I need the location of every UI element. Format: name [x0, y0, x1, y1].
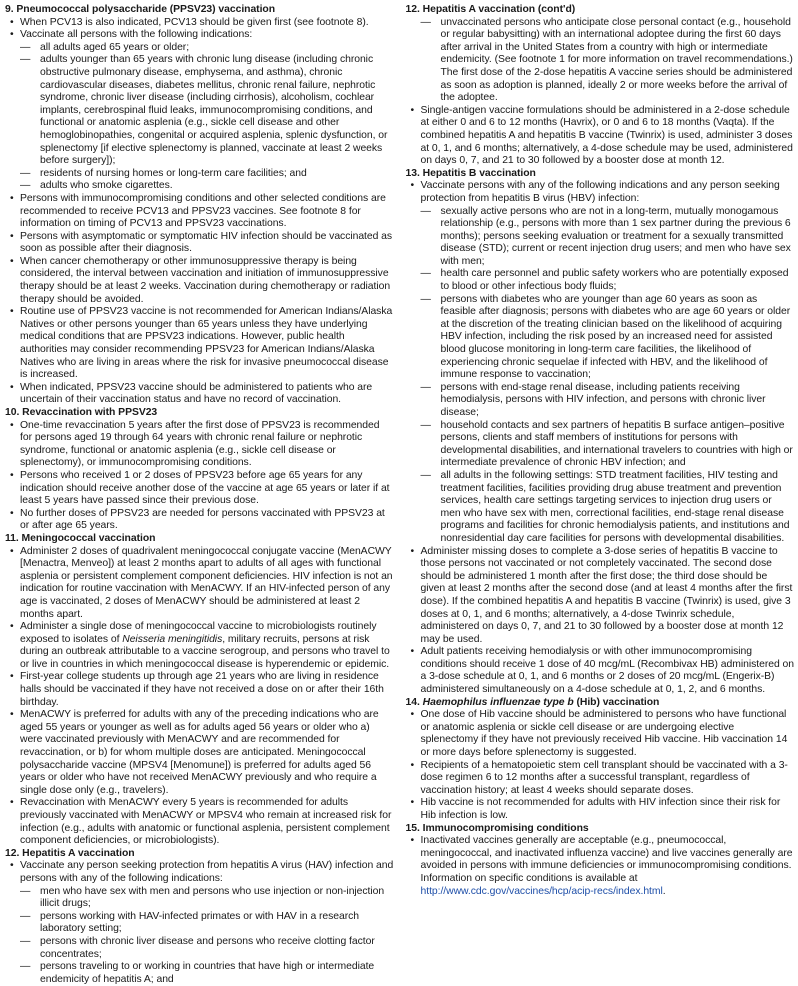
bullet-item: • Hib vaccine is not recommended for adults with HIV infection since their risk for Hib infection is low.	[406, 797, 795, 822]
bullet-item: • One-time revaccination 5 years after the first dose of PPSV23 is recommended for persons aged 19 through 64 years with chronic renal failure or nephrotic syndrome, functional or anatomic asplenia (e.g., sickle cell disease or splenectomy), or immunocompromising conditions.	[5, 420, 394, 470]
heading-italic: Haemophilus influenzae type b	[422, 696, 574, 708]
section-heading: 10. Revaccination with PPSV23	[5, 407, 158, 418]
section-14-hib	[406, 697, 795, 823]
bullet-item	[406, 835, 795, 898]
sub-item: — persons traveling to or working in countries that have high or intermediate endemicity of hepatitis A; and	[5, 961, 394, 986]
bullet-item: • Persons who received 1 or 2 doses of PPSV23 before age 65 years for any indication should receive another dose of the vaccine at age 65 years or later if at least 5 years have passed since their previous dose.	[5, 470, 394, 508]
section-10-revaccination	[5, 407, 394, 533]
section-heading: 12. Hepatitis A vaccination (cont'd)	[405, 4, 576, 15]
bullet-item: • Routine use of PPSV23 vaccine is not recommended for American Indians/Alaska Natives or other persons younger than 65 years unless they have underlying medical conditions that are PPSV23 indications. However, public health authorities may consider recommending PPSV23 for American Indians/Alaska Natives who are living in areas where the risk for invasive pneumococcal disease is increased.	[5, 306, 394, 382]
bullet-item: • Administer missing doses to complete a 3-dose series of hepatitis B vaccine to those persons not vaccinated or not completely vaccinated. The second dose should be administered 1 month after the first dose; the third dose should be given at least 2 months after the second dose (and at least 4 months after the first dose). If the combined hepatitis A and hepatitis B vaccine (Twinrix) is used, give 3 doses at 0, 1, and 6 months; alternatively, a 4-dose Twinrix schedule, administered on days 0, 7, and 21 to 30 followed by a booster dose at month 12 may be used.	[406, 546, 795, 647]
section-12-hepatitis-a	[5, 848, 394, 986]
bullet-item: • When indicated, PPSV23 vaccine should be administered to patients who are uncertain of their vaccination status and have no record of vaccination.	[5, 382, 394, 407]
section-11-meningococcal	[5, 533, 394, 848]
section-heading: 11. Meningococcal vaccination	[5, 532, 156, 544]
right-column	[406, 4, 795, 977]
sub-item: — persons working with HAV-infected primates or with HAV in a research laboratory setting;	[5, 911, 394, 936]
left-column	[5, 4, 394, 985]
section-15-immunocompromising	[406, 823, 795, 899]
bullet-item: • Single-antigen vaccine formulations should be administered in a 2-dose schedule at either 0 and 6 to 12 months (Havrix), or 0 and 6 to 18 months (Vaqta). If the combined hepatitis A and hepatitis B vaccine (Twinrix) is used, administer 3 doses at 0, 1, and 6 months; alternatively, a 4-dose schedule may be used, administered on days 0, 7, and 21 to 30 followed by a booster dose at month 12.	[406, 105, 795, 168]
section-heading: 13. Hepatitis B vaccination	[405, 167, 536, 179]
bullet-item: • First-year college students up through age 21 years who are living in residence halls should be vaccinated if they have not received a dose on or after their 16th birthday.	[5, 671, 394, 709]
section-13-hepatitis-b	[406, 168, 795, 697]
item-text-end: .	[662, 885, 666, 897]
bullet-item: • Vaccinate all persons with the following indications:	[5, 29, 394, 42]
bullet-item: • Persons with immunocompromising conditions and other selected conditions are recommended to receive PCV13 and PPSV23 vaccines. See footnote 8 for information on timing of PCV13 and PPSV23 vaccinations.	[5, 193, 394, 231]
sub-item: — all adults aged 65 years or older;	[5, 42, 394, 55]
sub-item: — all adults in the following settings: STD treatment facilities, HIV testing and treatment facilities, facilities providing drug abuse treatment and prevention services, health care settings targeting services to injection drug users or men who have sex with men, correctional facilities, end-stage renal disease programs and facilities for chronic hemodialysis patients, and institutions and nonresidential day care facilities for persons with developmental disabilities.	[406, 470, 795, 546]
item-text: Administer a single dose of meningococcal vaccine to microbiologists routinely exposed to isolates of	[20, 621, 377, 645]
sub-item: — persons with end-stage renal disease, including patients receiving hemodialysis, persons with HIV infection, and persons with chronic liver disease;	[406, 382, 795, 420]
bullet-item: • Recipients of a hematopoietic stem cell transplant should be vaccinated with a 3-dose regimen 6 to 12 months after a successful transplant, regardless of vaccination history; at least 4 weeks should separate doses.	[406, 760, 795, 798]
sub-item: — unvaccinated persons who anticipate close personal contact (e.g., household or regular babysitting) with an international adoptee during the first 60 days after arrival in the United States from a country with high or intermediate endemicity. (See footnote 1 for more information on travel recommendations.) The first dose of the 2-dose hepatitis A vaccine series should be administered as soon as adoption is planned, ideally 2 or more weeks before the arrival of the adoptee.	[406, 17, 795, 105]
item-text-end: , military recruits, persons at risk during an outbreak attributable to a vaccine serogroup, and persons who travel to or live in countries in which meningococcal disease is hyperendemic or epidemic.	[20, 633, 390, 670]
sub-item: — persons with diabetes who are younger than age 60 years as soon as feasible after diagnosis; persons with diabetes who are age 60 years or older at the discretion of the treating clinician based on the likelihood of acquiring HBV infection, including the risk posed by an increased need for assisted blood glucose monitoring in long-term care facilities, the likelihood of experiencing chronic sequelae if infected with HBV, and the likelihood of immune response to vaccination;	[406, 294, 795, 382]
sub-item: — health care personnel and public safety workers who are potentially exposed to blood or other infectious body fluids;	[406, 268, 795, 293]
bullet-item: • MenACWY is preferred for adults with any of the preceding indications who are aged 55 years or younger as well as for adults aged 56 years or older who a) were vaccinated previously with MenACWY and are recommended for revaccination, or b) for whom multiple doses are anticipated. Meningococcal polysaccharide vaccine (MPSV4 [Menomune]) is preferred for adults aged 56 years or older who have not received MenACWY previously and who require a single dose only (e.g., travelers).	[5, 709, 394, 797]
sub-item: — household contacts and sex partners of hepatitis B surface antigen–positive persons, clients and staff members of institutions for persons with developmental disabilities, and international travelers to countries with high or intermediate prevalence of chronic HBV infection; and	[406, 420, 795, 470]
section-heading: 9. Pneumococcal polysaccharide (PPSV23) vaccination	[5, 4, 276, 15]
bullet-item: • Administer 2 doses of quadrivalent meningococcal conjugate vaccine (MenACWY [Menactra, Menveo]) at least 2 months apart to adults of all ages with functional asplenia or persistent complement component deficiencies. HIV infection is not an indication for routine vaccination with MenACWY. If an HIV-infected person of any age is vaccinated, 2 doses of MenACWY should be administered at least 2 months apart.	[5, 546, 394, 622]
sub-item: — residents of nursing homes or long-term care facilities; and	[5, 168, 394, 181]
sub-item: — persons with chronic liver disease and persons who receive clotting factor concentrates;	[5, 936, 394, 961]
section-heading: 12. Hepatitis A vaccination	[5, 847, 135, 859]
bullet-item: • Vaccinate persons with any of the following indications and any person seeking protection from hepatitis B virus (HBV) infection:	[406, 180, 795, 205]
bullet-item: • No further doses of PPSV23 are needed for persons vaccinated with PPSV23 at or after age 65 years.	[5, 508, 394, 533]
bullet-item: • Revaccination with MenACWY every 5 years is recommended for adults previously vaccinated with MenACWY or MPSV4 who remain at increased risk for infection (e.g., adults with anatomic or functional asplenia, persistent complement component deficiencies, or microbiologists).	[5, 797, 394, 847]
italic-term: Neisseria meningitidis	[122, 633, 223, 645]
bullet-item: • One dose of Hib vaccine should be administered to persons who have functional or anatomic asplenia or sickle cell disease or are undergoing elective splenectomy if they have not previously received Hib vaccine. Hib vaccination 14 or more days before splenectomy is suggested.	[406, 709, 795, 759]
section-12-hepatitis-a-contd	[406, 4, 795, 168]
sub-item: — adults who smoke cigarettes.	[5, 180, 394, 193]
section-9-ppsv23	[5, 4, 394, 407]
bullet-item: • When cancer chemotherapy or other immunosuppressive therapy is being considered, the interval between vaccination and initiation of immunosuppressive therapy should be at least 2 weeks. Vaccination during chemotherapy or radiation therapy should be avoided.	[5, 256, 394, 306]
heading-prefix: 14.	[405, 696, 423, 708]
heading-suffix: (Hib) vaccination	[573, 696, 660, 708]
acip-link[interactable]: http://www.cdc.gov/vaccines/hcp/acip-recs/index.html	[420, 885, 663, 897]
section-heading	[406, 697, 795, 710]
section-heading: 15. Immunocompromising conditions	[405, 822, 589, 834]
bullet-item: • Adult patients receiving hemodialysis or with other immunocompromising conditions should receive 1 dose of 40 mcg/mL (Recombivax HB) administered on a 3-dose schedule at 0, 1, and 6 months or 2 doses of 20 mcg/mL (Engerix-B) administered simultaneously on a 4-dose schedule at 0, 1, 2, and 6 months.	[406, 646, 795, 696]
bullet-item: • Vaccinate any person seeking protection from hepatitis A virus (HAV) infection and persons with any of the following indications:	[5, 860, 394, 885]
sub-item: — adults younger than 65 years with chronic lung disease (including chronic obstructive pulmonary disease, emphysema, and asthma), chronic cardiovascular diseases, diabetes mellitus, chronic renal failure, nephrotic syndrome, chronic liver disease (including cirrhosis), alcoholism, cochlear implants, cerebrospinal fluid leaks, immunocompromising conditions, and functional or anatomic asplenia (e.g., sickle cell disease and other hemoglobinopathies, congenital or acquired asplenia, splenic dysfunction, or splenectomy [if elective splenectomy is planned, vaccinate at least 2 weeks before surgery]);	[5, 54, 394, 167]
sub-item: — sexually active persons who are not in a long-term, mutually monogamous relationship (e.g., persons with more than 1 sex partner during the previous 6 months); persons seeking evaluation or treatment for a sexually transmitted disease (STD); current or recent injection drug users; and men who have sex with men;	[406, 206, 795, 269]
bullet-item: • Persons with asymptomatic or symptomatic HIV infection should be vaccinated as soon as possible after their diagnosis.	[5, 231, 394, 256]
sub-item: — men who have sex with men and persons who use injection or non-injection illicit drugs;	[5, 886, 394, 911]
bullet-item	[5, 621, 394, 671]
item-text: Inactivated vaccines generally are acceptable (e.g., pneumococcal, meningococcal, and inactivated influenza vaccine) and live vaccines generally are avoided in persons with immune deficiencies or immunocompromising conditions. Information on specific conditions is available at	[420, 835, 793, 884]
bullet-item: • When PCV13 is also indicated, PCV13 should be given first (see footnote 8).	[5, 17, 394, 30]
